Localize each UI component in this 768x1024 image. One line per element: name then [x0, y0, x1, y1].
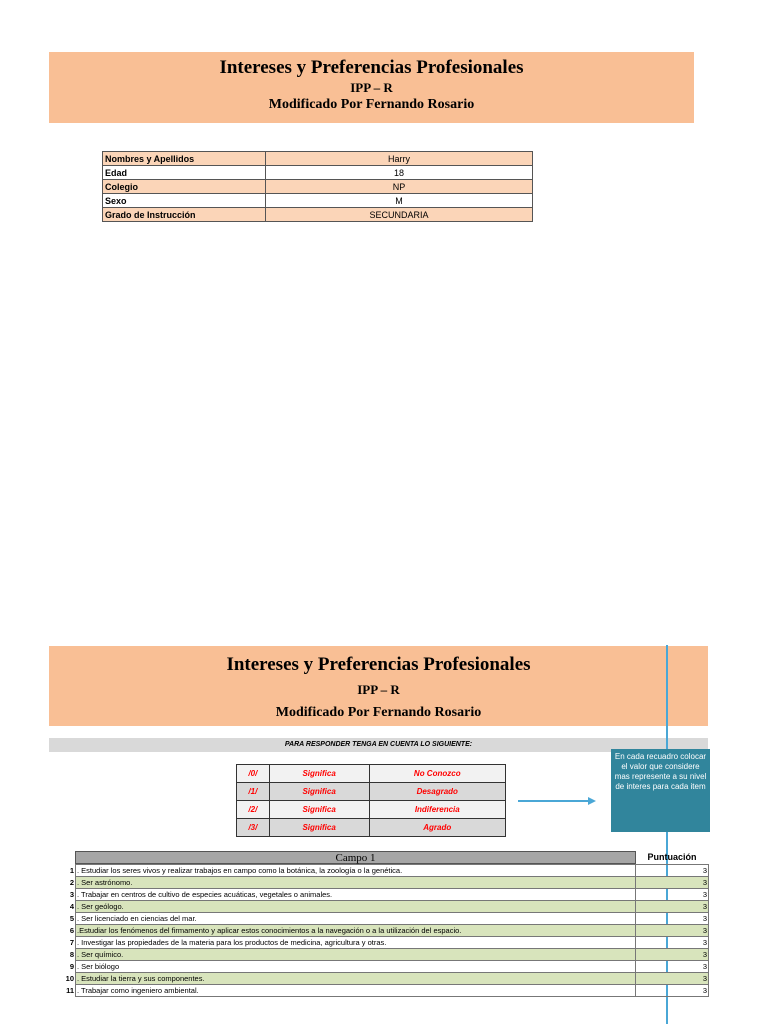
info-label: Sexo — [103, 194, 266, 208]
table-row — [49, 913, 709, 925]
modified-by: Modificado Por Fernando Rosario — [268, 97, 475, 112]
legend-significa: Significa — [269, 765, 369, 783]
item-text: . Ser biólogo — [76, 961, 636, 973]
item-text: .Estudiar los fenómenos del firmamento y aplicar estos conocimientos a la navegación o a la utilización del espacio. — [76, 925, 636, 937]
table-row — [49, 973, 709, 985]
info-row — [103, 166, 533, 180]
info-value[interactable]: SECUNDARIA — [266, 208, 533, 222]
item-text: . Estudiar la tierra y sus componentes. — [76, 973, 636, 985]
legend-row — [237, 783, 506, 801]
campo-title: Campo 1 — [75, 851, 636, 864]
legend-row — [237, 801, 506, 819]
legend-meaning: No Conozco — [369, 765, 505, 783]
item-number: 11 — [49, 985, 76, 997]
item-number: 10 — [49, 973, 76, 985]
legend-row — [237, 765, 506, 783]
table-row — [49, 865, 709, 877]
item-number: 4 — [49, 901, 76, 913]
section-subtitle: IPP – R — [357, 682, 400, 697]
item-text: . Trabajar como ingeniero ambiental. — [76, 985, 636, 997]
legend-meaning: Desagrado — [369, 783, 505, 801]
table-row — [49, 877, 709, 889]
table-row — [49, 889, 709, 901]
item-score[interactable]: 3 — [636, 961, 709, 973]
info-value[interactable]: NP — [266, 180, 533, 194]
table-row — [49, 949, 709, 961]
table-row — [49, 985, 709, 997]
legend-code: /2/ — [237, 801, 270, 819]
info-value[interactable]: Harry — [266, 152, 533, 166]
page-subtitle: IPP – R — [350, 80, 393, 95]
legend-significa: Significa — [269, 801, 369, 819]
info-value[interactable]: M — [266, 194, 533, 208]
score-header: Puntuación — [647, 852, 697, 862]
table-row — [49, 937, 709, 949]
instructions-bar: PARA RESPONDER TENGA EN CUENTA LO SIGUIENTE: — [49, 738, 708, 752]
info-label: Colegio — [103, 180, 266, 194]
item-score[interactable]: 3 — [636, 913, 709, 925]
item-number: 2 — [49, 877, 76, 889]
item-text: . Ser químico. — [76, 949, 636, 961]
modified-by: Modificado Por Fernando Rosario — [275, 705, 482, 720]
item-score[interactable]: 3 — [636, 973, 709, 985]
info-row — [103, 180, 533, 194]
item-number: 6 — [49, 925, 76, 937]
items-table — [49, 864, 709, 997]
table-row — [49, 901, 709, 913]
info-row — [103, 208, 533, 222]
item-score[interactable]: 3 — [636, 877, 709, 889]
item-number: 8 — [49, 949, 76, 961]
item-text: . Investigar las propiedades de la materia para los productos de medicina, agricultura y otras. — [76, 937, 636, 949]
header-banner — [49, 52, 694, 123]
legend-significa: Significa — [269, 819, 369, 837]
item-text: . Ser astrónomo. — [76, 877, 636, 889]
instruction-callout: En cada recuadro colocar el valor que considere mas represente a su nivel de interes para cada item — [611, 749, 710, 832]
item-score[interactable]: 3 — [636, 889, 709, 901]
item-score[interactable]: 3 — [636, 937, 709, 949]
item-text: . Ser licenciado en ciencias del mar. — [76, 913, 636, 925]
item-score[interactable]: 3 — [636, 901, 709, 913]
item-score[interactable]: 3 — [636, 925, 709, 937]
info-label: Nombres y Apellidos — [103, 152, 266, 166]
legend-meaning: Indiferencia — [369, 801, 505, 819]
item-number: 7 — [49, 937, 76, 949]
info-row — [103, 194, 533, 208]
item-text: . Estudiar los seres vivos y realizar trabajos en campo como la botánica, la zoología o la genética. — [76, 865, 636, 877]
legend-code: /1/ — [237, 783, 270, 801]
info-value[interactable]: 18 — [266, 166, 533, 180]
info-label: Edad — [103, 166, 266, 180]
item-score[interactable]: 3 — [636, 865, 709, 877]
item-text: . Ser geólogo. — [76, 901, 636, 913]
item-number: 3 — [49, 889, 76, 901]
legend-meaning: Agrado — [369, 819, 505, 837]
item-score[interactable]: 3 — [636, 949, 709, 961]
legend-code: /0/ — [237, 765, 270, 783]
legend-code: /3/ — [237, 819, 270, 837]
info-label: Grado de Instrucción — [103, 208, 266, 222]
item-text: . Trabajar en centros de cultivo de especies acuáticas, vegetales o animales. — [76, 889, 636, 901]
item-number: 5 — [49, 913, 76, 925]
item-score[interactable]: 3 — [636, 985, 709, 997]
item-number: 9 — [49, 961, 76, 973]
personal-info-table — [102, 151, 533, 222]
arrow-right-icon — [518, 795, 598, 807]
legend-significa: Significa — [269, 783, 369, 801]
item-number: 1 — [49, 865, 76, 877]
page-title: Intereses y Preferencias Profesionales — [219, 57, 524, 78]
table-row — [49, 925, 709, 937]
section-title: Intereses y Preferencias Profesionales — [226, 654, 531, 675]
table-row — [49, 961, 709, 973]
header-banner-2 — [49, 646, 708, 726]
legend-table — [236, 764, 506, 837]
info-row — [103, 152, 533, 166]
legend-row — [237, 819, 506, 837]
